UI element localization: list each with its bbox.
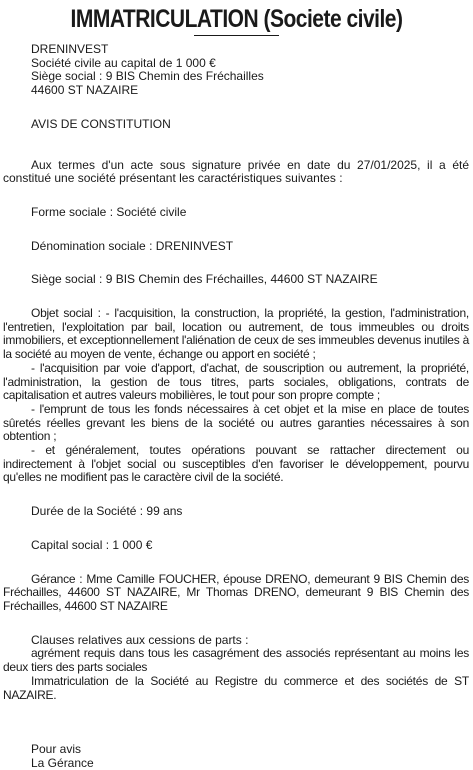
company-siege: Siège social : 9 BIS Chemin des Fréchailles	[31, 69, 264, 84]
clauses-immatriculation: Immatriculation de la Société au Registre du commerce et des sociétés de ST NAZAIRE.	[3, 673, 469, 702]
notice-title: IMMATRICULATION (Societe civile)	[70, 5, 403, 33]
intro-paragraph: Aux termes d'un acte sous signature privée en date du 27/01/2025, il a été constitué une société présentant les caractéristiques suivantes :	[3, 157, 469, 186]
objet-social-3: - l'emprunt de tous les fonds nécessaires à cet objet et la mise en place de toutes sûretés réelles grevant les biens de la société ou autres garanties nécessaires à son obtention ;	[3, 401, 469, 444]
company-name: DRENINVEST	[31, 42, 109, 56]
signature-gerance: La Gérance	[31, 755, 94, 770]
gerance-paragraph: Gérance : Mme Camille FOUCHER, épouse DRENO, demeurant 9 BIS Chemin des Fréchailles, 44600 ST NAZAIRE, Mr Thomas DRENO, demeurant 9 BIS Chemin des Fréchailles, 44600 ST NAZAIRE	[3, 571, 469, 613]
forme-sociale: Forme sociale : Société civile	[31, 204, 187, 219]
capital-social: Capital social : 1 000 €	[31, 537, 153, 552]
objet-social-4: - et généralement, toutes opérations pouvant se rattacher directement ou indirectement à l'objet social ou susceptibles d'en favoriser le développement, pourvu qu'elles ne modifient pas le caractère civil de la société.	[3, 443, 469, 485]
title-underline	[194, 35, 279, 36]
denomination-sociale: Dénomination sociale : DRENINVEST	[31, 238, 234, 253]
clauses-agrement: agrément requis dans tous les casagrément des associés représentant au moins les deux tiers des parts sociales	[3, 646, 469, 675]
clauses-heading: Clauses relatives aux cessions de parts :	[31, 632, 249, 647]
notice-body	[3, 43, 469, 770]
company-form-capital: Société civile au capital de 1 000 €	[31, 55, 216, 70]
company-city: 44600 ST NAZAIRE	[31, 83, 139, 98]
notice-heading: AVIS DE CONSTITUTION	[31, 116, 171, 131]
objet-social-1: Objet social : - l'acquisition, la construction, la propriété, la gestion, l'administration, l'entretien, l'exploitation par bail, location ou autrement, de tous immeubles ou droits immobiliers, et exceptionnellement l'aliénation de ceux de ses immeubles devenus inutiles à la société au moyen de vente, échange ou apport en société ;	[3, 306, 469, 362]
siege-social: Siège social : 9 BIS Chemin des Fréchailles, 44600 ST NAZAIRE	[31, 272, 378, 287]
objet-social-2: - l'acquisition par voie d'apport, d'achat, de souscription ou autrement, la propriété, l'administration, la gestion de tous titres, parts sociales, obligations, contrats de capitalisation et autres valeurs mobilières, le tout pour son propre compte ;	[3, 360, 469, 403]
pour-avis: Pour avis	[31, 741, 82, 756]
duree-societe: Durée de la Société : 99 ans	[31, 504, 183, 519]
